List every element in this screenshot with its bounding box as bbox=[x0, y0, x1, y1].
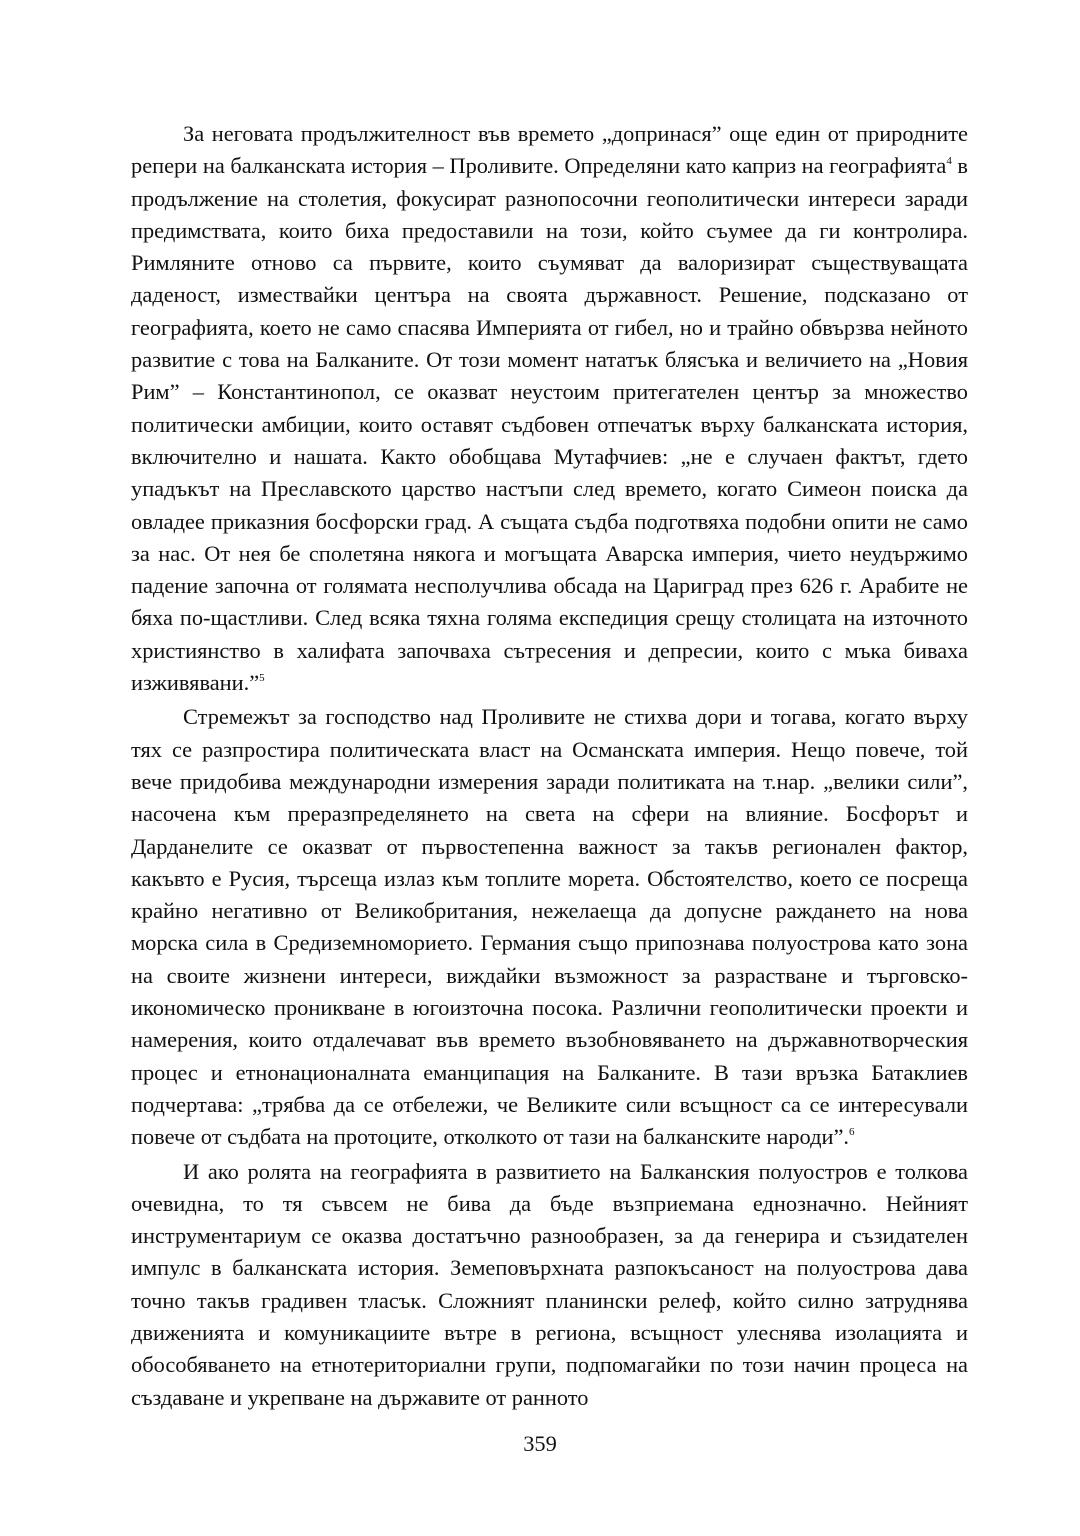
body-text bbox=[131, 118, 968, 1414]
paragraph-2 bbox=[131, 701, 968, 1153]
paragraph-3-text: И ако ролята на географията в развитието на Балканския полуостров е толкова очевидна, то тя съвсем не бива да бъде възприемана еднозначно. Нейният инструментариум се оказва достатъчно разнообразен, за да генерира и съзидателен импулс в балканската история. Земеповърхната разпокъсаност на полуострова дава точно такъв градивен тласък. Сложният планински релеф, който силно затруднява движенията и комуникациите вътре в региона, всъщност улеснява изолацията и обособяването на етнотериториални групи, подпомагайки по този начин процеса на създаване и укрепване на държавите от ранното bbox=[131, 1158, 968, 1410]
page-number: 359 bbox=[523, 1431, 557, 1456]
paragraph-1 bbox=[131, 118, 968, 699]
footnote-ref-5: 5 bbox=[259, 672, 265, 685]
paragraph-1-text-a: За неговата продължителност във времето „допринася” още един от природните репери на балканската история – Проливите. Определяни като каприз на географията bbox=[131, 121, 968, 179]
paragraph-1-text-b: в продължение на столетия, фокусират разнопосочни геополитически интереси заради предимствата, които биха предоставили на този, който съумее да ги контролира. Римляните отново са първите, които съумяват да валоризират съществуващата даденост, измествайки центъра на своята държавност. Решение, подсказано от географията, което не само спасява Империята от гибел, но и трайно обвързва нейното развитие с това на Балканите. От този момент нататък блясъка и величието на „Новия Рим” – Константинопол, се оказват неустоим притегателен център за множество политически амбиции, които оставят съдбовен отпечатък върху балканската история, включително и нашата. Както обобщава Мутафчиев: „не е случаен фактът, гдето упадъкът на Преславското царство настъпи след времето, когато Симеон поиска да овладее приказния босфорски град. А същата съдба подготвяха подобни опити не само за нас. От нея бе сполетяна някога и могъщата Аварска империя, чието неудържимо падение започна от голямата несполучлива обсада на Цариград през 626 г. Арабите не бяха по-щастливи. След всяка тяхна голяма експедиция срещу столицата на източното християнство в халифата започваха сътресения и депресии, които с мъка биваха изживявани.” bbox=[131, 153, 968, 696]
footnote-ref-4: 4 bbox=[946, 155, 952, 168]
paragraph-3 bbox=[131, 1156, 968, 1414]
paragraph-2-text: Стремежът за господство над Проливите не стихва дори и тогава, когато върху тях се разпростира политическата власт на Османската империя. Нещо повече, той вече придобива международни измерения заради политиката на т.нар. „велики сили”, насочена към преразпределянето на света на сфери на влияние. Босфорът и Дарданелите се оказват от първостепенна важност за такъв регионален фактор, какъвто е Русия, търсеща излаз към топлите морета. Обстоятелство, което се посреща крайно негативно от Великобритания, нежелаеща да допусне раждането на нова морска сила в Средиземноморието. Германия също припознава полуострова като зона на своите жизнени интереси, виждайки възможност за разрастване и търговско-икономическо проникване в югоизточна посока. Различни геополитически проекти и намерения, които отдалечават във времето възобновяването на държавнотворческия процес и етнонационалната еманципация на Балканите. В тази връзка Батаклиев подчертава: „трябва да се отбележи, че Великите сили всъщност са се интересували повече от съдбата на протоците, отколкото от тази на балканските народи”. bbox=[131, 704, 968, 1150]
footnote-ref-6: 6 bbox=[849, 1126, 855, 1139]
